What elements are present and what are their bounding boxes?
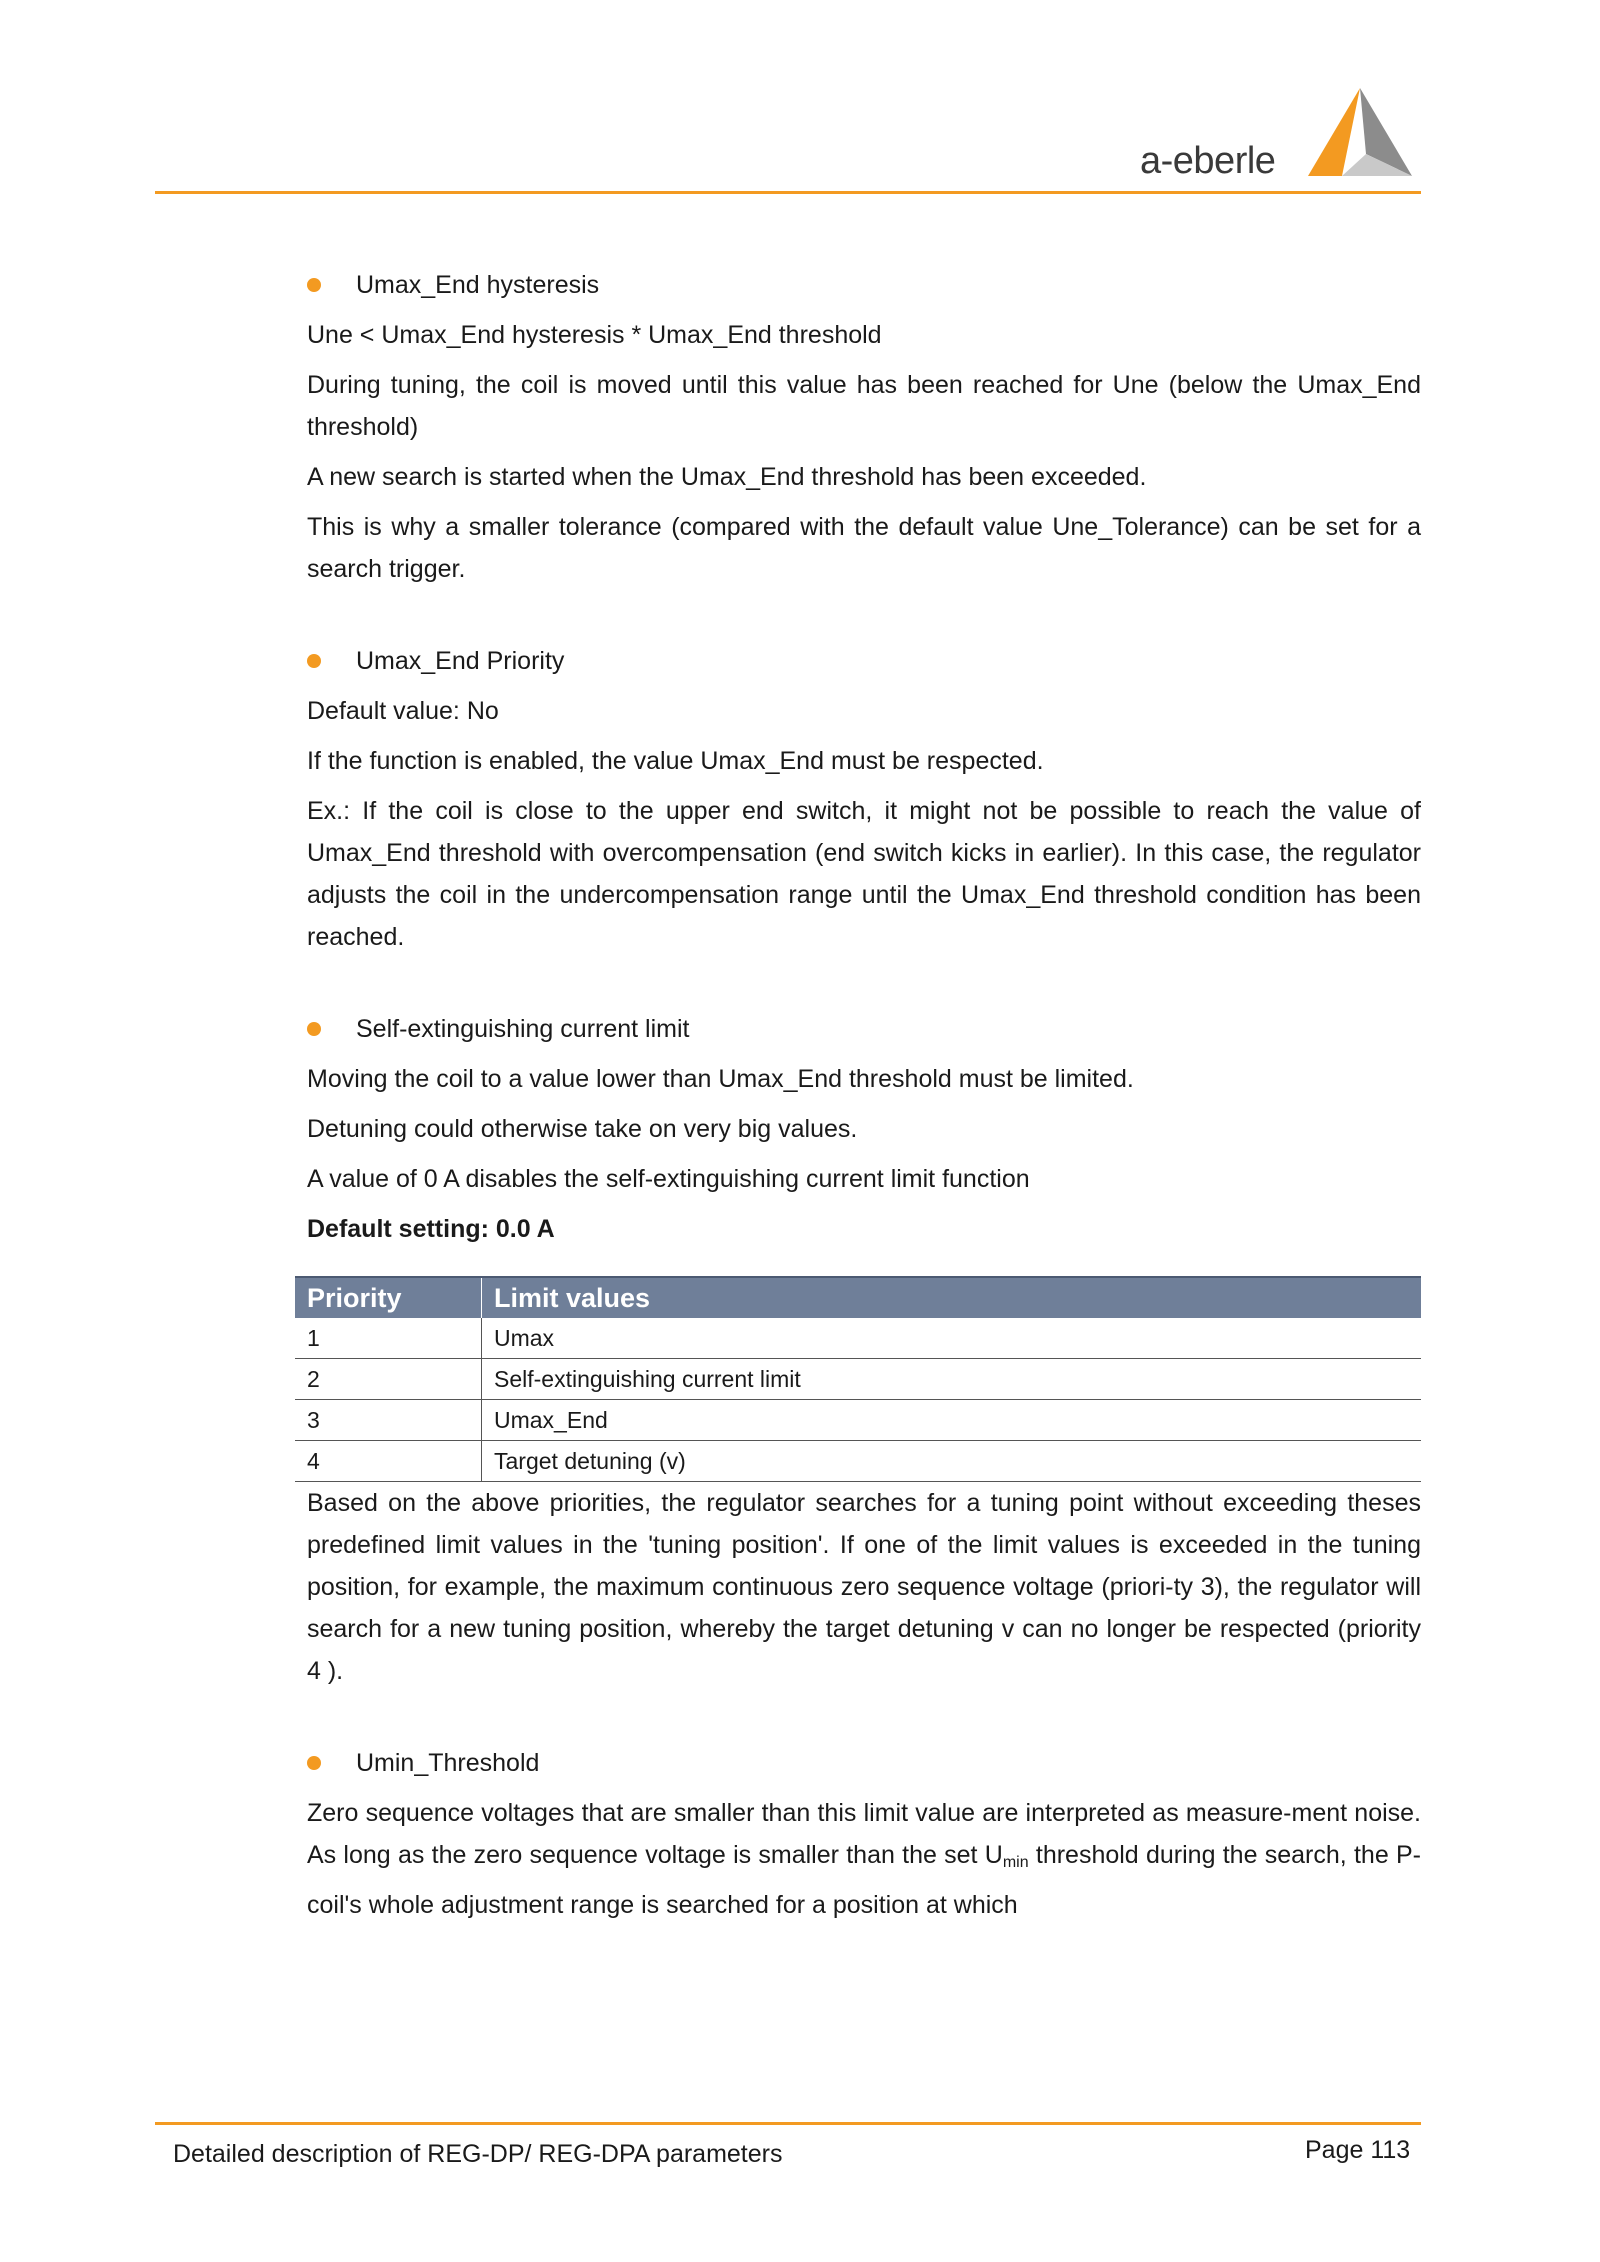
- paragraph: Ex.: If the coil is close to the upper end switch, it might not be possible to reach the value of Umax_End threshold with overcompensation (end switch kicks in earlier). In this case, the regulator adjusts the coil in the undercompensation range until the Umax_End threshold condition has been reached.: [307, 797, 1421, 951]
- subscript-min: min: [1002, 1854, 1029, 1871]
- column-header-priority: Priority: [295, 1277, 482, 1318]
- cell-priority: 4: [295, 1441, 482, 1482]
- priority-table: [295, 1276, 1421, 1482]
- column-header-limit-values: Limit values: [482, 1277, 1422, 1318]
- paragraph: If the function is enabled, the value Umax_End must be respected.: [307, 747, 1044, 775]
- paragraph: Based on the above priorities, the regulator searches for a tuning point without exceeding theses predefined limit values in the 'tuning position'. If one of the limit values is exceeded in the tuning position, for example, the maximum continuous zero sequence voltage (priori-ty 3), the regulator will search for a new tuning position, whereby the target detuning v can no longer be respected (priority 4 ).: [307, 1489, 1421, 1685]
- bullet-dot-icon: [307, 278, 321, 292]
- bullet-heading-umax-end-priority: [307, 640, 1421, 682]
- cell-limit-value: Umax_End: [482, 1400, 1422, 1441]
- bullet-dot-icon: [307, 1022, 321, 1036]
- logo-triangle-icon: [1308, 88, 1412, 180]
- paragraph: Une < Umax_End hysteresis * Umax_End threshold: [307, 321, 882, 349]
- page-number: Page 113: [1305, 2136, 1411, 2164]
- cell-limit-value: Target detuning (v): [482, 1441, 1422, 1482]
- heading-text: Umax_End hysteresis: [356, 271, 600, 299]
- page-content: [307, 264, 1421, 1934]
- paragraph: A value of 0 A disables the self-extinguishing current limit function: [307, 1165, 1030, 1193]
- cell-limit-value: Umax: [482, 1318, 1422, 1359]
- cell-priority: 1: [295, 1318, 482, 1359]
- cell-priority: 3: [295, 1400, 482, 1441]
- bullet-dot-icon: [307, 1756, 321, 1770]
- table-row: [295, 1318, 1421, 1359]
- bullet-heading-self-extinguishing: [307, 1008, 1421, 1050]
- text-segment: threshold during the search, the P-coil's whole adjustment range is searched for a position at which: [307, 1841, 1421, 1919]
- paragraph: A new search is started when the Umax_End threshold has been exceeded.: [307, 463, 1147, 491]
- paragraph: Default value: No: [307, 697, 499, 725]
- bullet-heading-umin-threshold: [307, 1742, 1421, 1784]
- footer-divider: [155, 2122, 1421, 2125]
- header-divider: [155, 191, 1421, 194]
- heading-text: Umin_Threshold: [356, 1749, 540, 1777]
- paragraph: This is why a smaller tolerance (compared with the default value Une_Tolerance) can be set for a search trigger.: [307, 513, 1421, 583]
- table-row: [295, 1400, 1421, 1441]
- paragraph: During tuning, the coil is moved until this value has been reached for Une (below the Umax_End threshold): [307, 371, 1421, 441]
- table-row: [295, 1441, 1421, 1482]
- logo-text: a-eberle: [1140, 140, 1276, 182]
- paragraph: Moving the coil to a value lower than Umax_End threshold must be limited.: [307, 1065, 1134, 1093]
- default-setting: Default setting: 0.0 A: [307, 1215, 555, 1243]
- footer-document-title: Detailed description of REG-DP/ REG-DPA parameters: [173, 2140, 783, 2168]
- cell-priority: 2: [295, 1359, 482, 1400]
- table-header-row: [295, 1277, 1421, 1318]
- table-row: [295, 1359, 1421, 1400]
- text-segment: Zero sequence voltages that are smaller than this limit value are interpreted as measure-ment noise. As long as the zero sequence voltage is smaller than the set U: [307, 1799, 1421, 1869]
- bullet-heading-umax-end-hysteresis: [307, 264, 1421, 306]
- paragraph-umin: [307, 1792, 1421, 1926]
- company-logo: [1140, 88, 1420, 188]
- cell-limit-value: Self-extinguishing current limit: [482, 1359, 1422, 1400]
- heading-text: Umax_End Priority: [356, 647, 565, 675]
- bullet-dot-icon: [307, 654, 321, 668]
- paragraph: Detuning could otherwise take on very big values.: [307, 1115, 858, 1143]
- heading-text: Self-extinguishing current limit: [356, 1015, 690, 1043]
